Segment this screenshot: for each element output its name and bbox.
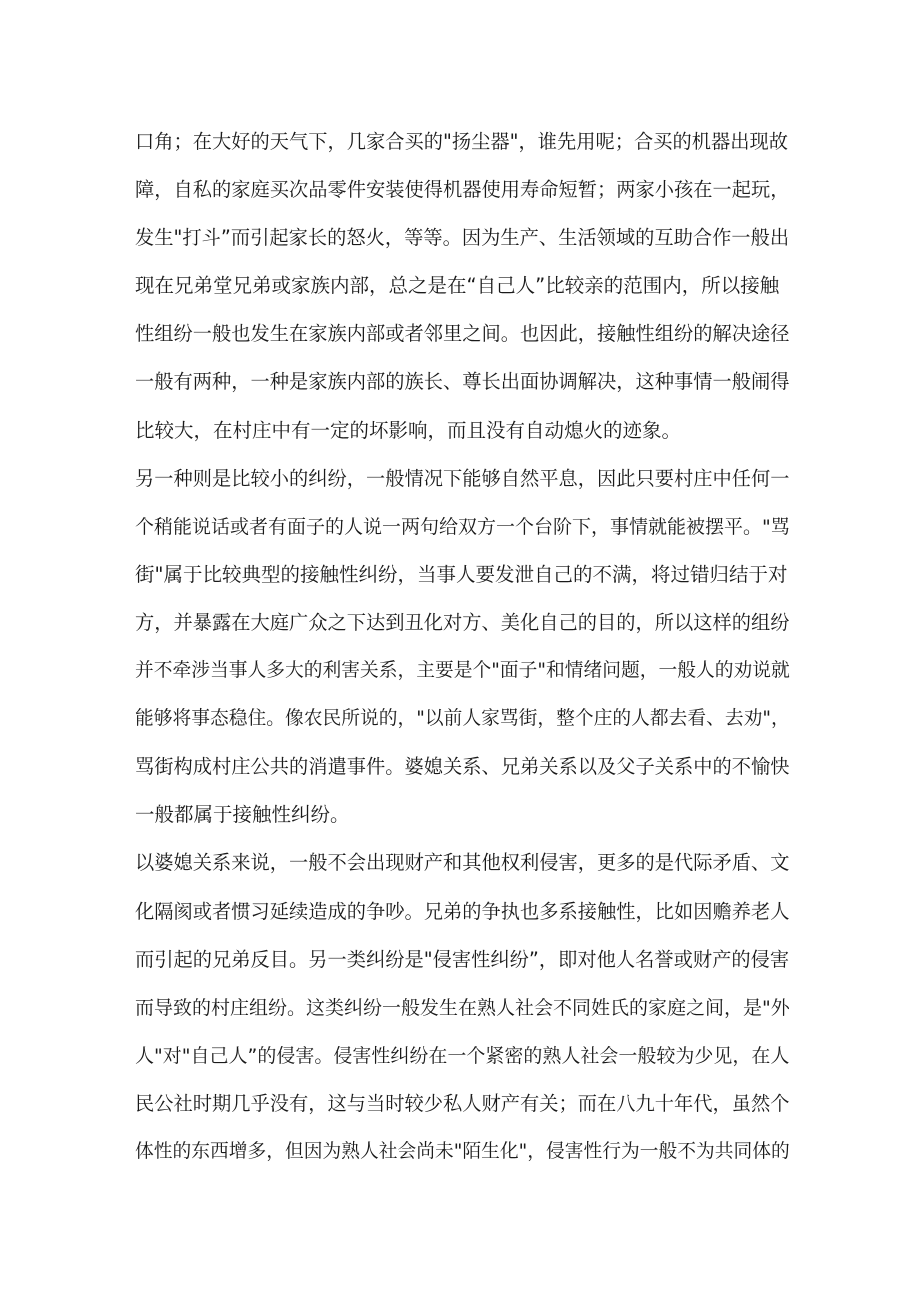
text-line: 化隔阂或者惯习延续造成的争吵。兄弟的争执也多系接触性，比如因赡养老人 — [135, 899, 790, 923]
text-line: 口角；在大好的天气下，几家合买的"扬尘器"，谁先用呢；合买的机器出现故 — [135, 130, 788, 153]
text-line: 民公社时期几乎没有，这与当时较少私人财产有关；而在八九十年代，虽然个 — [135, 1091, 790, 1115]
text-line: 比较大，在村庄中有一定的坏影响，而且没有自动熄火的迹象。 — [135, 418, 682, 442]
text-line: 而引起的兄弟反目。另一类纠纷是"侵害性纠纷”，即对他人名誉或财产的侵害 — [135, 947, 790, 971]
text-line: 现在兄弟堂兄弟或家族内部，总之是在“自己人”比较亲的范围内，所以接触 — [135, 274, 780, 298]
text-line: 以婆媳关系来说，一般不会出现财产和其他权利侵害，更多的是代际矛盾、文 — [135, 851, 790, 875]
text-line: 方，并暴露在大庭广众之下达到丑化对方、美化自己的目的，所以这样的组纷 — [135, 610, 790, 634]
text-line: 能够将事态稳住。像农民所说的，"以前人家骂街，整个庄的人都去看、去劝"， — [135, 708, 790, 730]
text-line: 人"对"自己人”的侵害。侵害性纠纷在一个紧密的熟人社会一般较为少见，在人 — [135, 1044, 790, 1067]
text-line: 障，自私的家庭买次品零件安装使得机器使用寿命短暂；两家小孩在一起玩， — [135, 178, 790, 202]
body-text — [135, 118, 790, 1176]
text-line: 一般有两种，一种是家族内部的族长、尊长出面协调解决，这种事情一般闹得 — [135, 370, 790, 394]
text-line: 体性的东西增多，但因为熟人社会尚未"陌生化"，侵害性行为一般不为共同体的 — [135, 1140, 790, 1162]
text-line: 另一种则是比较小的纠纷，一般情况下能够自然平息，因此只要村庄中任何一 — [135, 466, 790, 490]
text-line: 性组纷一般也发生在家族内部或者邻里之间。也因此，接触性组纷的解决途径 — [135, 322, 790, 346]
text-line: 街"属于比较典型的接触性纠纷，当事人要发泄自己的不满，将过错归结于对 — [135, 562, 788, 586]
text-line: 而导致的村庄组纷。这类纠纷一般发生在熟人社会不同姓氏的家庭之间，是"外 — [135, 996, 790, 1019]
text-line: 发生"打斗”而引起家长的怒火，等等。因为生产、生活领域的互助合作一般出 — [135, 226, 790, 250]
text-line: 个稍能说话或者有面子的人说一两句给双方一个台阶下，事情就能被摆平。"骂 — [135, 515, 790, 538]
text-line: 一般都属于接触性纠纷。 — [135, 803, 350, 827]
text-line: 骂街构成村庄公共的消遣事件。婆媳关系、兄弟关系以及父子关系中的不愉快 — [135, 755, 790, 779]
text-line: 并不牵涉当事人多大的利害关系，主要是个"面子"和情绪问题，一般人的劝说就 — [135, 660, 790, 682]
